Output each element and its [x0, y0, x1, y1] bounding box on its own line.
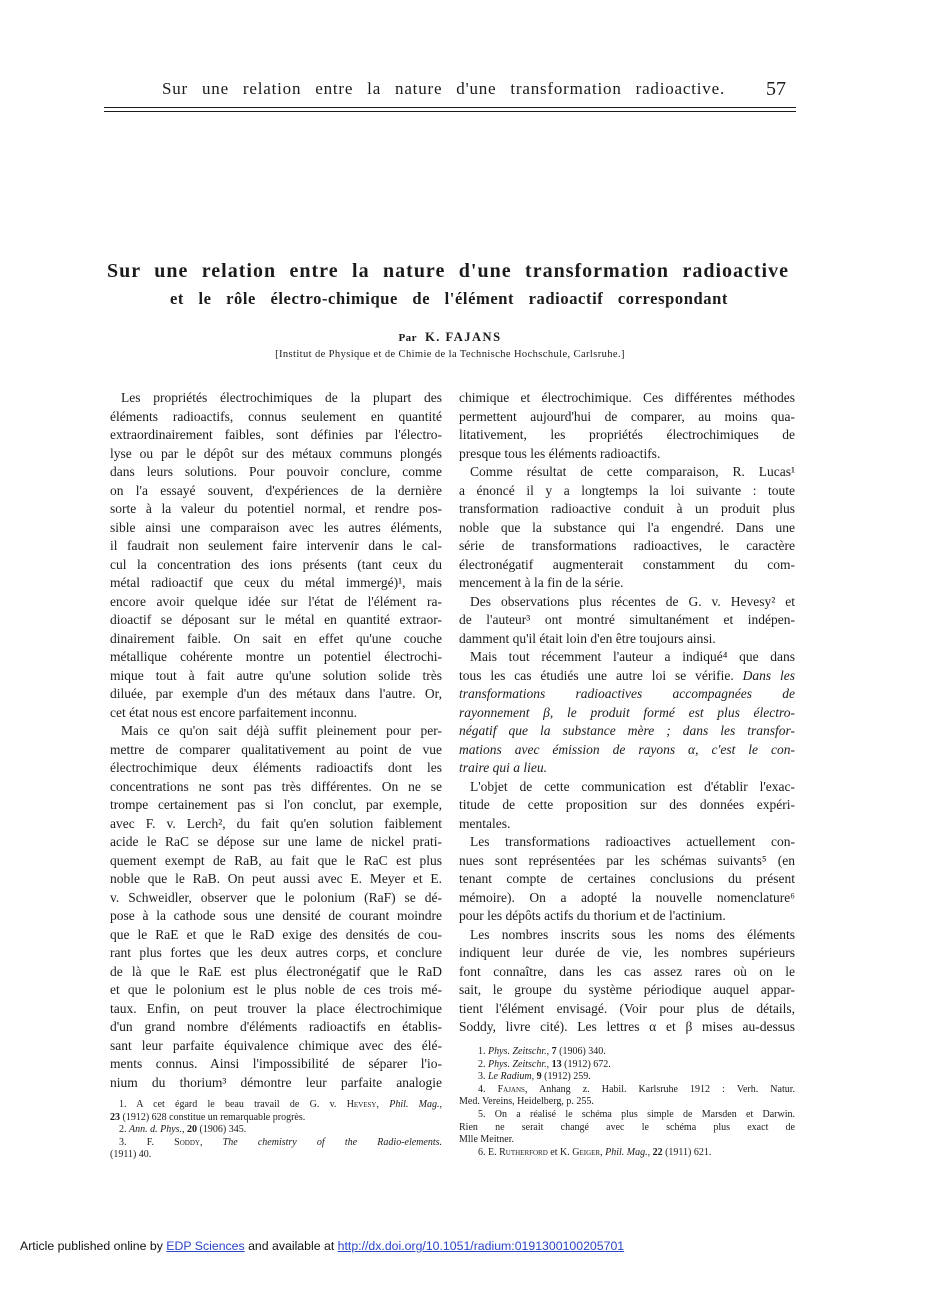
body-text-line: mémoire). On a adopté la nouvelle nomenclature⁶: [459, 889, 795, 905]
left-column-body: [110, 389, 442, 1092]
text-run: ,: [647, 1146, 653, 1158]
paragraph: [459, 463, 795, 593]
body-text-line: Soddy, livre cité). Les lettres α et β mises au-dessus: [459, 1019, 795, 1034]
author-affiliation: [Institut de Physique et de Chimie de la Technische Hochschule, Carlsruhe.]: [275, 349, 625, 360]
publication-notice: [20, 1238, 624, 1254]
bold-run: 20: [187, 1124, 198, 1136]
italic-run: Ann. d. Phys.: [129, 1124, 183, 1136]
body-text-line: tenant compte de certaines conclusions du présent: [459, 871, 795, 886]
text-run: ,: [600, 1146, 606, 1158]
text-run: tous les cas étudiés une autre loi se vérifie.: [459, 667, 743, 683]
body-text-line: de là que le RaE est plus électronégatif que le RaD: [110, 963, 442, 979]
bold-run: 7: [551, 1046, 557, 1057]
text-run: 6. E.: [478, 1146, 500, 1158]
body-text-line: Mais tout récemment l'auteur a indiqué⁴ que dans: [470, 649, 795, 664]
body-text-line: acide le RaC se dépose sur une lame de nickel prati-: [110, 834, 442, 849]
text-run: 2.: [119, 1124, 129, 1136]
body-text-line: chimique et électrochimique. Ces différentes méthodes: [459, 390, 795, 405]
small-caps-run: Fajans: [497, 1083, 525, 1095]
text-run: ,: [546, 1046, 552, 1057]
running-header: [104, 77, 796, 103]
running-header-title: Sur une relation entre la nature d'une transformation radioactive.: [162, 79, 725, 98]
italic-run: traire qui a lieu.: [459, 760, 547, 775]
body-text-line: mencement à la fin de la série.: [459, 575, 624, 590]
italic-run: Phys. Zeitschr.: [488, 1046, 547, 1057]
body-text-line: métal radioactif que ceux du métal immergé)¹, mais: [110, 575, 442, 590]
body-text-line: Des observations plus récentes de G. v. Hevesy² et: [470, 593, 795, 609]
body-text-line: que le RaE et que le RaD exige des densités de cou-: [110, 926, 442, 942]
body-text-line: dans leurs solutions. Pour pouvoir conclure, comme: [110, 464, 442, 479]
body-text-line: sible ainsi une comparaison avec les autres éléments,: [110, 519, 442, 535]
body-text-line: presque tous les éléments radioactifs.: [459, 445, 661, 461]
body-text-line: avec F. v. Lerch², du fait qu'en solution faiblement: [110, 815, 442, 831]
article-title: Sur une relation entre la nature d'une transformation radioactive: [107, 260, 789, 282]
edp-sciences-link[interactable]: EDP Sciences: [166, 1239, 245, 1253]
small-caps-run: Hevesy: [346, 1099, 377, 1110]
small-caps-run: Rutherford: [499, 1146, 548, 1158]
body-text-line: pour les dépôts actifs du thorium et de l'actinium.: [459, 908, 726, 923]
footnote-line: [110, 1099, 442, 1112]
footnote-line: [110, 1112, 442, 1125]
paragraph: [459, 778, 795, 834]
paragraph: [459, 926, 795, 1037]
text-run: 4.: [478, 1083, 498, 1095]
paragraph: [110, 389, 442, 722]
body-text-line: et que le polonium est le plus noble de ces trois mé-: [110, 982, 442, 997]
body-text-line: pose à la cathode sous une densité de courant moindre: [110, 908, 442, 923]
small-caps-run: Geiger: [572, 1146, 601, 1158]
footnote-line: 5. On a réalisé le schéma plus simple de Marsden et Darwin.: [478, 1108, 795, 1120]
body-text-line: lyse ou par le dépôt sur des métaux communs plongés: [110, 445, 442, 461]
text-run: ,: [439, 1099, 443, 1110]
text-run: (1906) 340.: [556, 1046, 606, 1057]
footnote-line: [459, 1084, 795, 1097]
text-run: et K.: [547, 1146, 573, 1158]
body-text-line: métallique cohérente montre un potentiel électrochi-: [110, 649, 442, 664]
bold-run: 23: [110, 1111, 120, 1123]
left-column-footnotes: [110, 1099, 442, 1162]
body-text-line: il faudrait non seulement faire intervenir dans le cal-: [110, 538, 442, 553]
right-column-body: [459, 389, 795, 1037]
body-text-line: v. Schweidler, observer que le polonium (RaF) se dé-: [110, 889, 442, 905]
body-text-line: nium du thorium³ démontre leur parfaite analogie: [110, 1074, 442, 1090]
body-text-line: noble que la substance qui l'a engendré. Dans une: [459, 519, 795, 535]
text-run: ,: [376, 1099, 390, 1110]
body-text-line: de l'auteur³ ont montré simultanément et indépen-: [459, 612, 795, 627]
footnote: [110, 1124, 442, 1137]
body-text-line: noble que le RaB. On peut aussi avec E. Meyer et E.: [110, 871, 442, 886]
body-text-line: rant plus fortes que les deux autres corps, et conclure: [110, 945, 442, 960]
body-text-line: Mais ce qu'on sait déjà suffit pleinement pour per-: [121, 723, 442, 738]
italic-run: rayonnement β, le produit formé est plus électro-: [459, 704, 795, 720]
footnote: [459, 1071, 795, 1084]
text-run: 1.: [478, 1046, 488, 1057]
body-text-line: ments connus. Ainsi l'impossibilité de séparer l'io-: [110, 1056, 442, 1071]
footnote-line: Med. Vereins, Heidelberg, p. 255.: [459, 1096, 594, 1108]
footnote: [459, 1059, 795, 1072]
body-text-line: Les transformations radioactives actuellement con-: [470, 834, 795, 849]
footnote-line: [459, 1059, 795, 1072]
body-text-line: dinairement faible. On sait en effet qu'une couche: [110, 630, 442, 646]
footnote-line: [459, 1046, 795, 1059]
footnote-line: [110, 1124, 442, 1137]
footnote: [110, 1099, 442, 1124]
body-text-line: [459, 722, 795, 741]
footnote: [459, 1046, 795, 1059]
body-text-line: taux. Enfin, on peut trouver la place électrochimique: [110, 1000, 442, 1016]
italic-run: transformations radioactives accompagnées de: [459, 686, 795, 701]
body-text-line: extraordinairement faibles, sont définies par l'électro-: [110, 427, 442, 442]
text-run: ,: [546, 1058, 552, 1070]
body-text-line: Les nombres inscrits sous les noms des éléments: [470, 926, 795, 942]
body-text-line: mique tout à fait autre qu'une solution solide très: [110, 667, 442, 683]
page-number: 57: [766, 78, 786, 100]
author-name: K. FAJANS: [425, 330, 502, 344]
text-run: 3.: [478, 1071, 488, 1083]
text-run: , Anhang z. Habil. Karlsruhe 1912 : Verh. Natur.: [524, 1083, 796, 1095]
body-text-line: cet état nous est encore parfaitement inconnu.: [110, 704, 358, 720]
footnote-line: Rien ne serait changé avec le schéma plus exact de: [459, 1121, 795, 1133]
byline-prefix: Par: [398, 332, 418, 344]
text-run: ,: [199, 1136, 223, 1148]
body-text-line: L'objet de cette communication est d'établir l'exac-: [470, 778, 795, 794]
footnote-line: [459, 1147, 795, 1160]
body-text-line: [459, 759, 795, 778]
italic-run: Le Radium: [488, 1071, 532, 1083]
body-text-line: [459, 685, 795, 704]
body-text-line: litativement, les propriétés électrochimiques de: [459, 427, 795, 442]
small-caps-run: Soddy: [174, 1136, 200, 1148]
body-text-line: encore avoir quelque idée sur l'état de l'élément ra-: [110, 593, 442, 609]
italic-run: Phil. Mag.: [605, 1146, 648, 1158]
paragraph: [459, 389, 795, 463]
body-text-line: trompe certainement pas si l'on conclut, par exemple,: [110, 797, 442, 812]
body-text-line: on l'a essayé souvent, d'expériences de la dernière: [110, 482, 442, 498]
footnote: [110, 1137, 442, 1162]
body-text-line: [459, 667, 795, 686]
body-text-line: diluée, par exemple d'un des métaux dans l'autre. Or,: [110, 686, 442, 701]
paragraph: [459, 593, 795, 649]
text-run: (1906) 345.: [197, 1124, 247, 1136]
text-run: 2.: [478, 1058, 488, 1070]
footnote-line: (1911) 40.: [110, 1149, 152, 1161]
body-text-line: sorte à la valeur du potentiel normal, et rendre pos-: [110, 501, 442, 516]
body-text-line: font connaître, dans les cas assez rares où on le: [459, 963, 795, 979]
footnote-line: [110, 1137, 442, 1150]
paragraph: [459, 833, 795, 926]
text-run: (1912) 259.: [541, 1071, 591, 1083]
body-text-line: titude de cette proposition sur des données expéri-: [459, 797, 795, 812]
body-text-line: électrochimique deux éléments radioactifs dont les: [110, 760, 442, 775]
footnote-line: [459, 1071, 795, 1084]
text-run: (1911) 621.: [662, 1146, 712, 1158]
italic-run: Dans les: [742, 667, 795, 683]
italic-run: The chemistry of the Radio-elements.: [222, 1136, 443, 1148]
body-text-line: transformation radioactive conduit à un produit plus: [459, 501, 795, 516]
text-run: (1912) 672.: [561, 1058, 611, 1070]
body-text-line: mettre de comparer qualitativement au point de vue: [110, 741, 442, 757]
footnote: [459, 1109, 795, 1147]
article-subtitle: et le rôle électro-chimique de l'élément radioactif correspondant: [170, 289, 728, 308]
doi-link[interactable]: http://dx.doi.org/10.1051/radium:0191300100205701: [337, 1239, 625, 1253]
header-double-rule: [104, 107, 796, 112]
italic-run: Phys. Zeitschr.: [488, 1058, 547, 1070]
right-column-footnotes: [459, 1046, 795, 1159]
body-text-line: quement exempt de RaB, au fait que le RaC est plus: [110, 852, 442, 868]
body-text-line: sant leur parfaite équivalence chimique avec des élé-: [110, 1037, 442, 1053]
body-text-line: [459, 704, 795, 723]
body-text-line: Comme résultat de cette comparaison, R. Lucas¹: [470, 464, 795, 479]
text-run: 1. A cet égard le beau travail de G. v.: [119, 1099, 347, 1110]
text-run: ,: [182, 1124, 188, 1136]
text-run: ,: [531, 1071, 537, 1083]
body-text-line: électronégatif augmenterait constamment du com-: [459, 556, 795, 572]
body-text-line: dioactif se déposant sur le métal en quantité extraor-: [110, 612, 442, 627]
byline: [104, 328, 796, 347]
notice-prefix: Article published online by: [20, 1239, 167, 1253]
bold-run: 22: [652, 1146, 663, 1158]
text-run: 3. F.: [119, 1136, 175, 1148]
body-text-line: nues sont représentées par les schémas suivants⁵ (en: [459, 852, 795, 868]
footnote: [459, 1084, 795, 1109]
text-run: (1912) 628 constitue un remarquable progrès.: [120, 1111, 306, 1123]
body-text-line: indiquent leur durée de vie, les nombres supérieurs: [459, 945, 795, 960]
bold-run: 13: [551, 1058, 562, 1070]
notice-middle: and available at: [244, 1239, 338, 1253]
body-text-line: éléments radioactifs, connus seulement en quantité: [110, 408, 442, 424]
body-text-line: a énoncé il y a longtemps la loi suivante : toute: [459, 482, 795, 498]
body-text-line: [459, 741, 795, 760]
body-text-line: tient l'élément envisagé. (Voir pour plus de détails,: [459, 1000, 795, 1016]
paragraph: [459, 648, 795, 778]
paragraph: [110, 722, 442, 1092]
footnote: [459, 1147, 795, 1160]
body-text-line: série de transformations radioactives, le caractère: [459, 538, 795, 553]
body-text-line: Les propriétés électrochimiques de la plupart des: [121, 390, 442, 405]
italic-run: mations avec émission de rayons α, c'est le con-: [459, 741, 795, 757]
body-text-line: sait, le groupe du système périodique auquel appar-: [459, 982, 795, 997]
body-text-line: d'un grand nombre d'éléments radioactifs en établis-: [110, 1019, 442, 1034]
italic-run: Phil. Mag.: [389, 1099, 440, 1110]
body-text-line: concentrations ne sont pas très différentes. On ne se: [110, 778, 442, 794]
body-text-line: mentales.: [459, 815, 511, 831]
italic-run: négatif que la substance mère ; dans les transfor-: [459, 723, 795, 738]
body-text-line: permettent aujourd'hui de comparer, au moins qua-: [459, 408, 795, 424]
footnote-line: Mlle Meitner.: [459, 1134, 514, 1146]
body-text-line: damment qu'il était loin d'en être toujours ainsi.: [459, 630, 716, 646]
body-text-line: cul la concentration des ions présents (tant ceux du: [110, 556, 442, 572]
bold-run: 9: [536, 1071, 542, 1083]
